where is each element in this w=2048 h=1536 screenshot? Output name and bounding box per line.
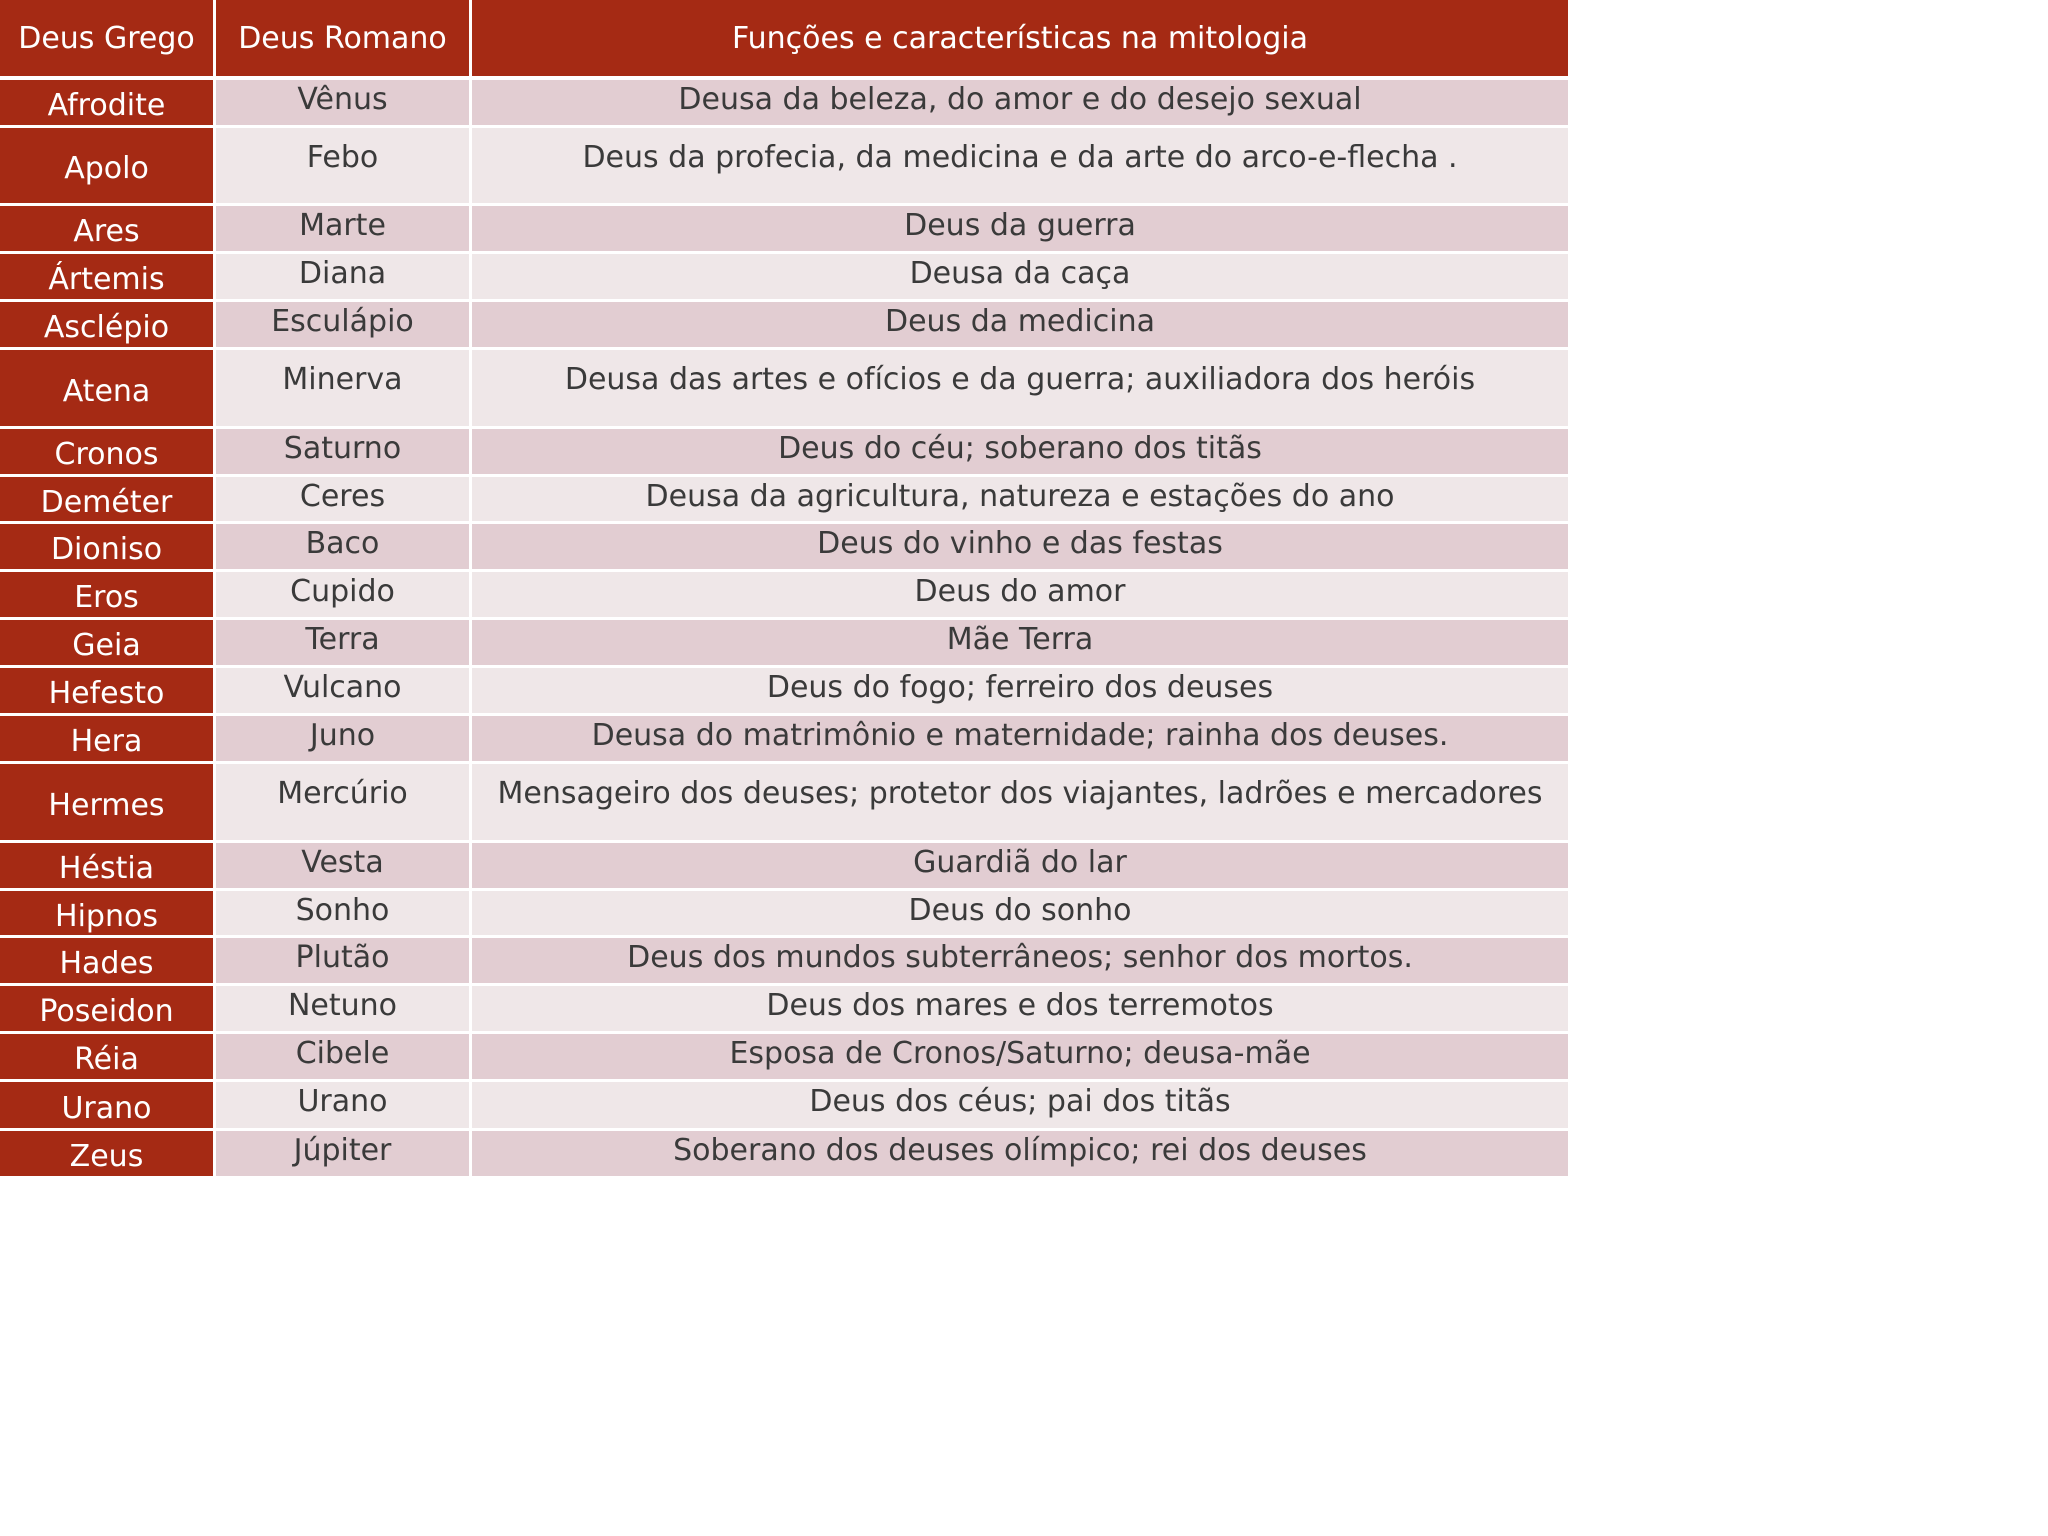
greek-god-name: Afrodite bbox=[47, 88, 166, 123]
god-description: Deus dos mundos subterrâneos; senhor dos mortos. bbox=[627, 940, 1413, 975]
god-description: Esposa de Cronos/Saturno; deusa-mãe bbox=[729, 1036, 1311, 1071]
roman-god-name: Mercúrio bbox=[277, 776, 408, 811]
description-cell bbox=[472, 572, 1568, 617]
roman-god-cell bbox=[216, 302, 469, 347]
greek-god-name: Asclépio bbox=[43, 310, 170, 345]
god-description: Deus do fogo; ferreiro dos deuses bbox=[766, 670, 1274, 705]
description-cell bbox=[472, 206, 1568, 251]
roman-god-cell bbox=[216, 429, 469, 474]
greek-god-name: Eros bbox=[74, 580, 139, 615]
description-cell bbox=[472, 891, 1568, 935]
table-row bbox=[0, 477, 1568, 521]
roman-god-cell bbox=[216, 128, 469, 203]
roman-god-cell bbox=[216, 891, 469, 935]
greek-god-cell bbox=[0, 1034, 213, 1079]
roman-god-name: Urano bbox=[297, 1084, 388, 1119]
greek-god-cell bbox=[0, 128, 213, 203]
roman-god-cell bbox=[216, 350, 469, 426]
header-greek: Deus Grego bbox=[0, 0, 213, 76]
roman-god-cell bbox=[216, 1034, 469, 1079]
greek-god-cell bbox=[0, 254, 213, 299]
description-cell bbox=[472, 429, 1568, 474]
greek-god-cell bbox=[0, 572, 213, 617]
roman-god-name: Júpiter bbox=[293, 1133, 392, 1168]
table-row bbox=[0, 1034, 1568, 1079]
god-description: Deusa da beleza, do amor e do desejo sexual bbox=[678, 82, 1362, 117]
table-row bbox=[0, 302, 1568, 347]
greek-god-cell bbox=[0, 350, 213, 426]
description-cell bbox=[472, 302, 1568, 347]
greek-god-name: Héstia bbox=[58, 851, 155, 886]
god-description: Deus da guerra bbox=[904, 208, 1136, 243]
roman-god-name: Saturno bbox=[283, 431, 402, 466]
roman-god-cell bbox=[216, 668, 469, 713]
roman-god-cell bbox=[216, 80, 469, 125]
roman-god-name: Diana bbox=[298, 256, 387, 291]
table-row bbox=[0, 764, 1568, 840]
roman-god-cell bbox=[216, 938, 469, 983]
greek-god-name: Ares bbox=[73, 214, 140, 249]
god-description: Guardiã do lar bbox=[913, 845, 1127, 880]
greek-god-cell bbox=[0, 764, 213, 840]
roman-god-cell bbox=[216, 1131, 469, 1176]
god-description: Deus do amor bbox=[914, 574, 1126, 609]
god-description: Deus da profecia, da medicina e da arte do arco-e-flecha . bbox=[582, 140, 1458, 175]
table-row bbox=[0, 1131, 1568, 1176]
description-cell bbox=[472, 80, 1568, 125]
description-cell bbox=[472, 254, 1568, 299]
greek-god-cell bbox=[0, 524, 213, 569]
table-row bbox=[0, 938, 1568, 983]
header-roman: Deus Romano bbox=[216, 0, 469, 76]
greek-god-cell bbox=[0, 891, 213, 935]
roman-god-name: Baco bbox=[305, 526, 380, 561]
god-description: Deus do céu; soberano dos titãs bbox=[778, 431, 1262, 466]
description-cell bbox=[472, 477, 1568, 521]
god-description: Deus do vinho e das festas bbox=[817, 526, 1223, 561]
description-cell bbox=[472, 764, 1568, 840]
god-description: Deus do sonho bbox=[908, 893, 1132, 928]
greek-god-name: Apolo bbox=[64, 151, 149, 186]
god-description: Deusa do matrimônio e maternidade; rainha dos deuses. bbox=[591, 718, 1449, 753]
greek-god-name: Cronos bbox=[54, 437, 159, 472]
table-row bbox=[0, 572, 1568, 617]
roman-god-cell bbox=[216, 716, 469, 761]
description-cell bbox=[472, 668, 1568, 713]
roman-god-cell bbox=[216, 524, 469, 569]
greek-god-name: Dioniso bbox=[50, 532, 163, 567]
roman-god-name: Marte bbox=[299, 208, 386, 243]
table-row bbox=[0, 716, 1568, 761]
greek-god-cell bbox=[0, 986, 213, 1031]
table-row bbox=[0, 254, 1568, 299]
god-description: Deusa das artes e ofícios e da guerra; auxiliadora dos heróis bbox=[564, 362, 1476, 397]
roman-god-cell bbox=[216, 1082, 469, 1128]
greek-god-name: Geia bbox=[72, 628, 141, 663]
god-description: Mãe Terra bbox=[946, 622, 1094, 657]
description-cell bbox=[472, 716, 1568, 761]
greek-god-cell bbox=[0, 206, 213, 251]
description-cell bbox=[472, 128, 1568, 203]
table-row bbox=[0, 843, 1568, 888]
table-row bbox=[0, 429, 1568, 474]
greek-god-name: Ártemis bbox=[48, 262, 165, 297]
table-row bbox=[0, 891, 1568, 935]
greek-god-name: Hermes bbox=[48, 787, 165, 823]
description-cell bbox=[472, 620, 1568, 665]
god-description: Deusa da caça bbox=[909, 256, 1131, 291]
greek-god-cell bbox=[0, 843, 213, 888]
description-cell bbox=[472, 1131, 1568, 1176]
god-description: Deus dos céus; pai dos titãs bbox=[809, 1084, 1231, 1119]
table-row bbox=[0, 80, 1568, 125]
god-description: Deus da medicina bbox=[885, 304, 1155, 339]
greek-god-name: Hipnos bbox=[55, 898, 158, 934]
god-description: Deus dos mares e dos terremotos bbox=[766, 988, 1274, 1023]
god-description: Soberano dos deuses olímpico; rei dos deuses bbox=[673, 1133, 1367, 1168]
roman-god-name: Esculápio bbox=[271, 304, 414, 339]
roman-god-cell bbox=[216, 206, 469, 251]
greek-god-name: Hades bbox=[59, 946, 154, 981]
roman-god-name: Ceres bbox=[299, 479, 386, 514]
roman-god-cell bbox=[216, 843, 469, 888]
description-cell bbox=[472, 843, 1568, 888]
table-row bbox=[0, 668, 1568, 713]
description-cell bbox=[472, 1082, 1568, 1128]
greek-god-cell bbox=[0, 80, 213, 125]
roman-god-name: Plutão bbox=[295, 940, 390, 975]
greek-god-cell bbox=[0, 716, 213, 761]
greek-god-cell bbox=[0, 429, 213, 474]
table-row bbox=[0, 524, 1568, 569]
greek-god-name: Poseidon bbox=[39, 994, 174, 1029]
table-row bbox=[0, 1082, 1568, 1128]
roman-god-cell bbox=[216, 477, 469, 521]
roman-god-name: Cupido bbox=[290, 574, 395, 609]
roman-god-name: Vulcano bbox=[283, 670, 402, 705]
description-cell bbox=[472, 1034, 1568, 1079]
roman-god-name: Vesta bbox=[301, 845, 384, 880]
roman-god-name: Febo bbox=[306, 140, 379, 175]
greek-god-name: Urano bbox=[61, 1090, 152, 1126]
greek-god-cell bbox=[0, 620, 213, 665]
greek-god-cell bbox=[0, 1082, 213, 1128]
roman-god-cell bbox=[216, 986, 469, 1031]
description-cell bbox=[472, 350, 1568, 426]
greek-god-name: Zeus bbox=[69, 1139, 144, 1174]
god-description: Mensageiro dos deuses; protetor dos viajantes, ladrões e mercadores bbox=[497, 776, 1543, 811]
table-row bbox=[0, 986, 1568, 1031]
table-row bbox=[0, 350, 1568, 426]
roman-god-cell bbox=[216, 254, 469, 299]
roman-god-name: Netuno bbox=[287, 988, 398, 1023]
table-row bbox=[0, 128, 1568, 203]
roman-god-name: Cibele bbox=[295, 1036, 390, 1071]
roman-god-cell bbox=[216, 572, 469, 617]
description-cell bbox=[472, 938, 1568, 983]
table-row bbox=[0, 206, 1568, 251]
description-cell bbox=[472, 524, 1568, 569]
greek-god-name: Atena bbox=[62, 373, 151, 409]
header-description: Funções e características na mitologia bbox=[472, 0, 1568, 76]
greek-god-cell bbox=[0, 477, 213, 521]
greek-god-name: Hera bbox=[70, 724, 143, 759]
roman-god-name: Juno bbox=[309, 718, 376, 753]
roman-god-cell bbox=[216, 764, 469, 840]
greek-god-cell bbox=[0, 1131, 213, 1176]
roman-god-name: Sonho bbox=[295, 893, 390, 928]
greek-god-cell bbox=[0, 668, 213, 713]
roman-god-cell bbox=[216, 620, 469, 665]
roman-god-name: Vênus bbox=[297, 82, 388, 117]
roman-god-name: Minerva bbox=[282, 362, 403, 397]
greek-god-name: Réia bbox=[74, 1042, 139, 1077]
table-row bbox=[0, 620, 1568, 665]
god-description: Deusa da agricultura, natureza e estações do ano bbox=[645, 479, 1395, 514]
greek-god-name: Hefesto bbox=[48, 676, 165, 711]
greek-god-cell bbox=[0, 302, 213, 347]
greek-god-name: Deméter bbox=[40, 484, 173, 520]
description-cell bbox=[472, 986, 1568, 1031]
roman-god-name: Terra bbox=[305, 622, 380, 657]
greek-god-cell bbox=[0, 938, 213, 983]
